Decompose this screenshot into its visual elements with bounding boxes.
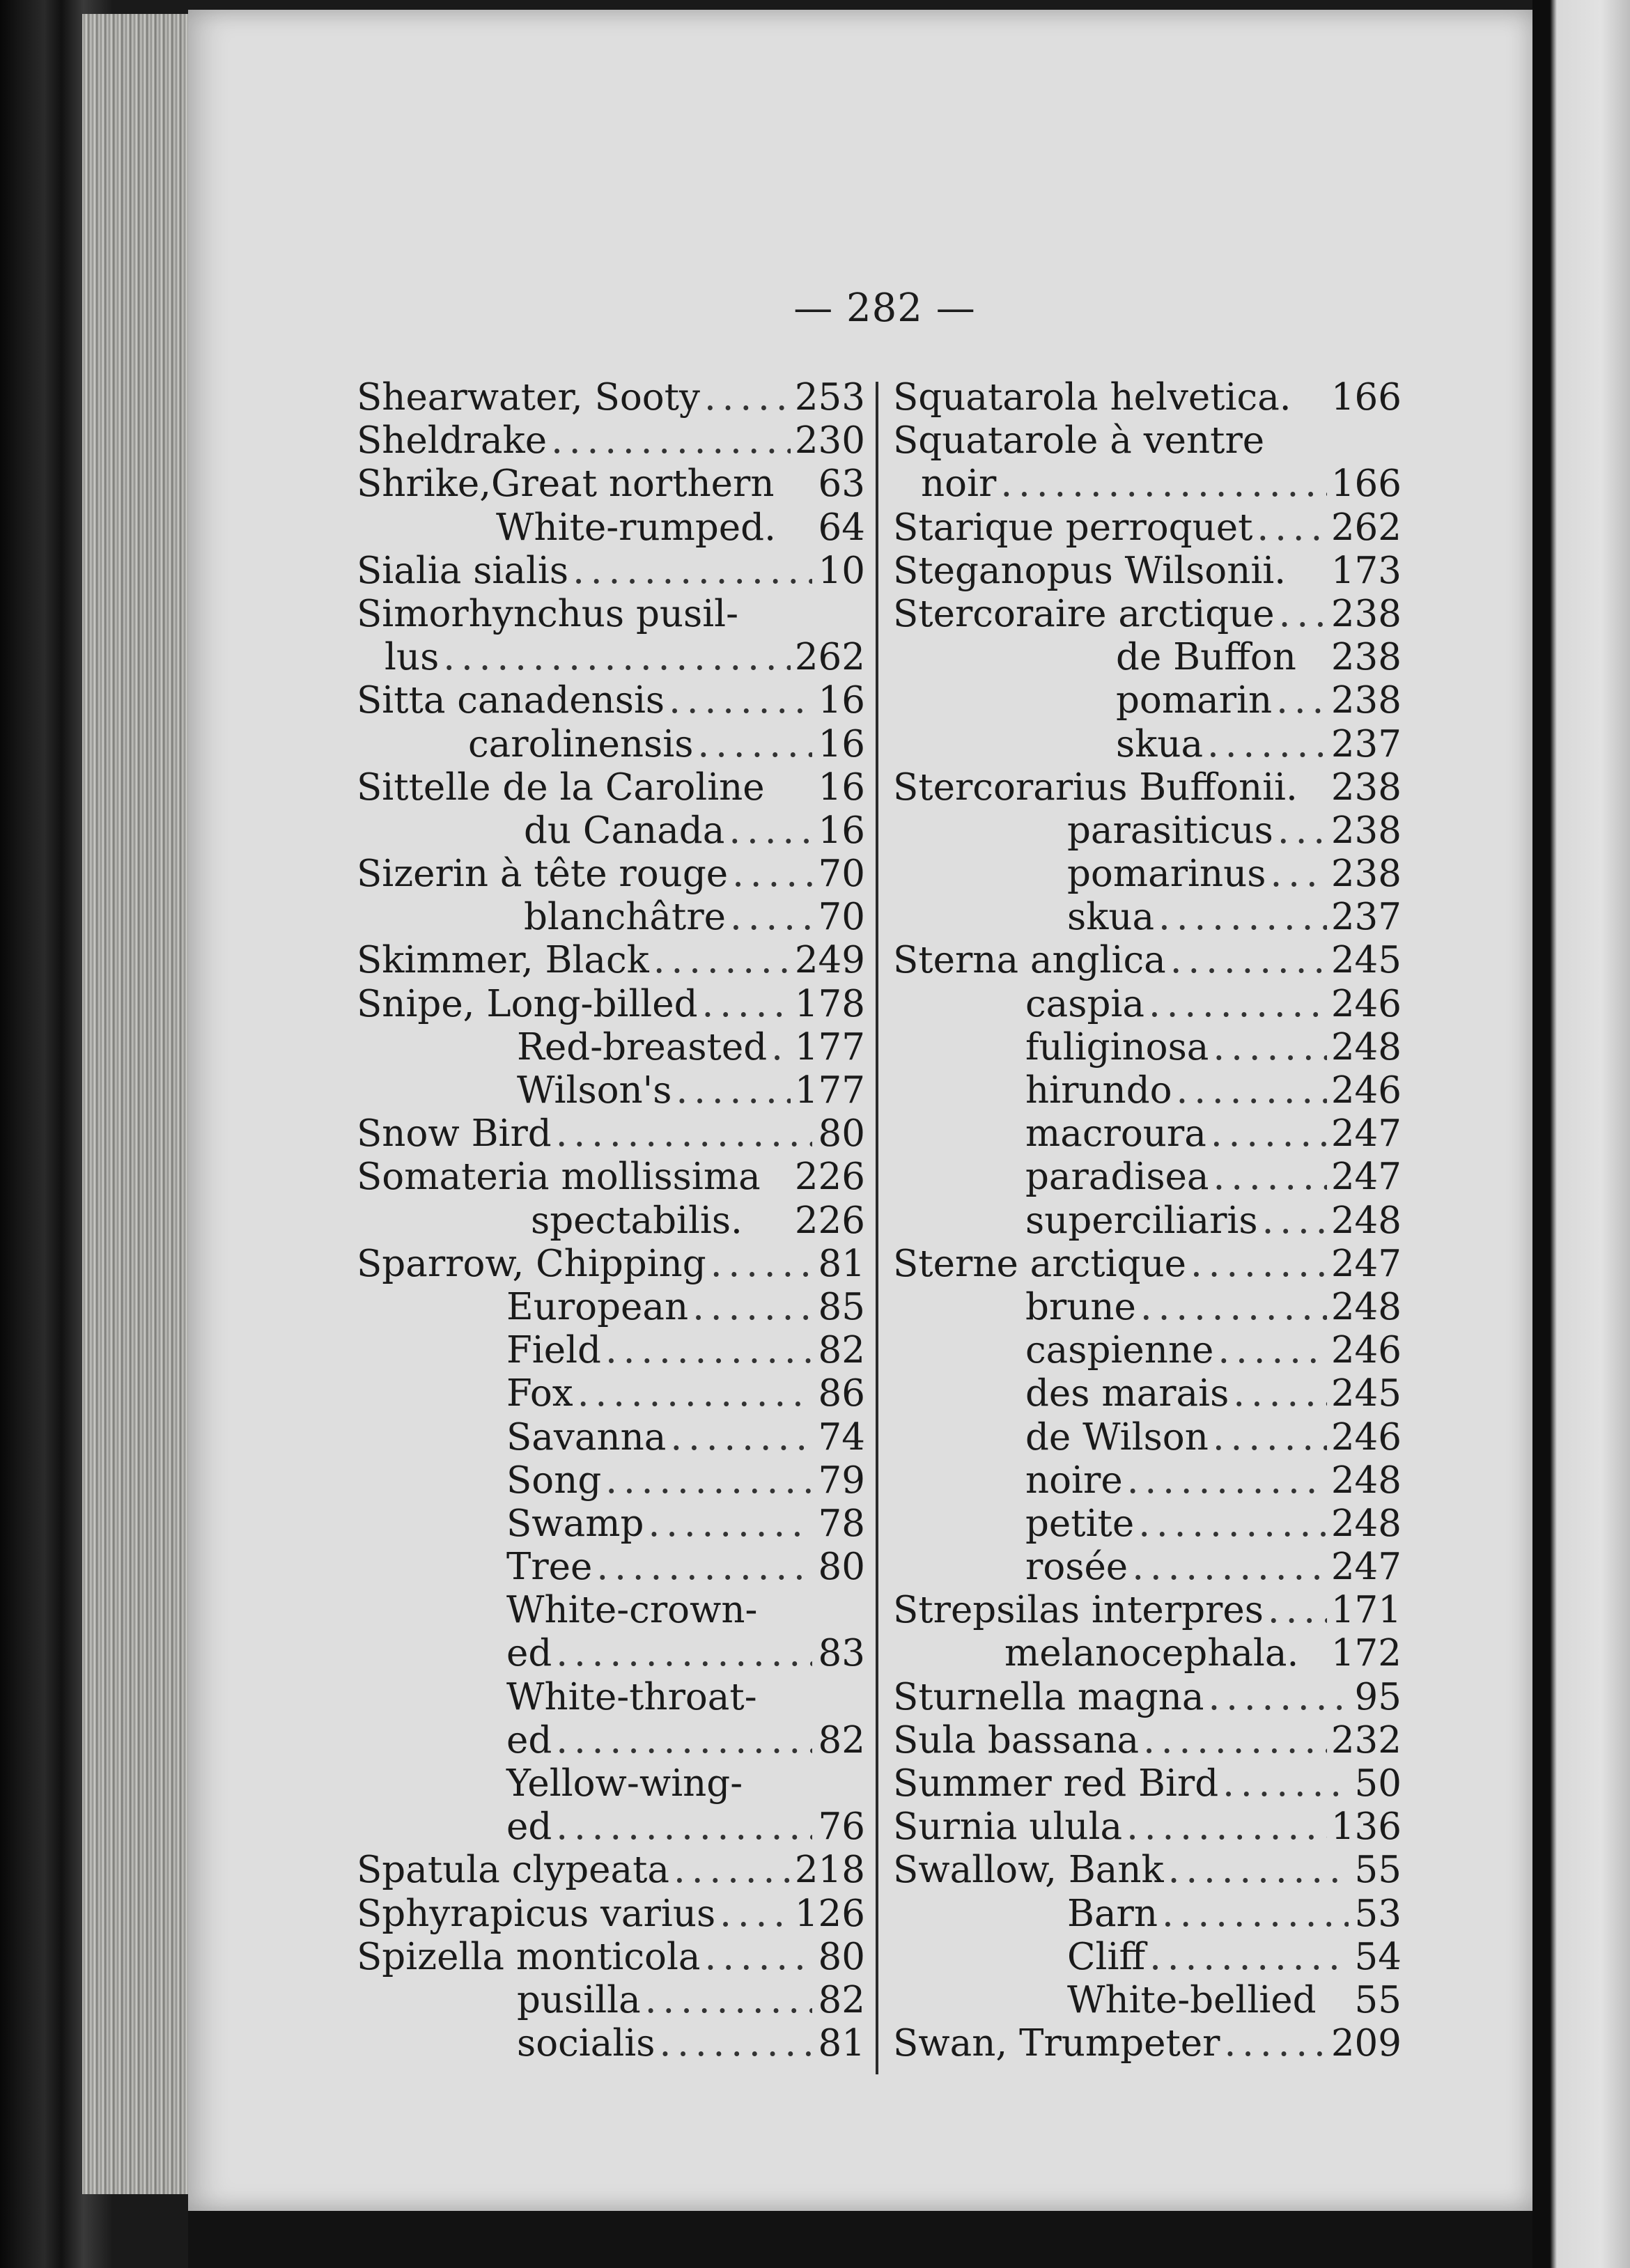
dot-leader [1207, 723, 1327, 766]
page-ref: 55 [1354, 1849, 1402, 1892]
page-ref: 262 [794, 636, 865, 679]
dot-leader [1168, 1849, 1349, 1892]
index-term: Shearwater, Sooty [357, 376, 700, 419]
index-term: carolinensis [468, 722, 694, 766]
index-entry [357, 1632, 865, 1675]
index-term: fuliginosa [1025, 1025, 1209, 1069]
index-term: petite [1025, 1502, 1135, 1545]
index-entry [357, 896, 865, 939]
page-ref: 78 [818, 1502, 865, 1545]
dot-leader [1127, 1459, 1327, 1502]
index-term: Fox [506, 1372, 573, 1415]
dot-leader [596, 1546, 812, 1589]
index-term: European [506, 1285, 689, 1328]
page-ref: 76 [818, 1805, 865, 1849]
index-entry [893, 1849, 1402, 1892]
index-term: Sparrow, Chipping [357, 1242, 706, 1285]
page-ref: 70 [818, 896, 865, 939]
page-ref: 262 [1330, 506, 1402, 549]
index-entry [893, 723, 1402, 766]
index-entry [357, 463, 865, 506]
index-entry [893, 1805, 1402, 1849]
dot-leader [1162, 1893, 1349, 1936]
index-term: caspienne [1025, 1329, 1214, 1372]
page-ref: 177 [794, 1025, 865, 1069]
index-entry [893, 593, 1402, 636]
page-ref: 247 [1330, 1546, 1402, 1589]
page-ref: 178 [794, 982, 865, 1025]
page-ref: 85 [818, 1285, 865, 1328]
index-entry [357, 1026, 865, 1069]
index-entry [893, 1199, 1402, 1243]
index-entry [357, 1546, 865, 1589]
index-term: Sittelle de la Caroline [357, 766, 765, 809]
page-ref: 50 [1354, 1762, 1402, 1805]
dot-leader [1268, 1589, 1327, 1632]
index-term: des marais [1025, 1372, 1229, 1415]
index-term: noir [921, 463, 997, 506]
index-term: Sphyrapicus varius [357, 1892, 716, 1935]
index-term: Stercoraire arctique [893, 592, 1275, 635]
index-term: Spatula clypeata [357, 1849, 670, 1892]
index-term: Sialia sialis [357, 549, 569, 592]
index-entry [357, 1936, 865, 1979]
index-term: Surnia ulula [893, 1805, 1123, 1849]
dot-leader [556, 1719, 812, 1762]
page-ref: 81 [818, 2022, 865, 2065]
index-entry [893, 1459, 1402, 1502]
dot-leader [605, 1329, 812, 1372]
index-entry [357, 419, 865, 463]
dot-leader [702, 983, 791, 1026]
index-entry [893, 550, 1402, 593]
index-entry [893, 1372, 1402, 1415]
page-ref: 230 [794, 419, 865, 463]
index-term: socialis [517, 2022, 655, 2065]
dot-leader [1000, 463, 1326, 506]
page-ref: 70 [818, 853, 865, 896]
index-term: rosée [1025, 1546, 1128, 1589]
index-term: Skimmer, Black [357, 939, 649, 982]
page-ref: 86 [818, 1372, 865, 1415]
page-ref: 16 [818, 679, 865, 722]
index-term: melanocephala. [1004, 1632, 1299, 1675]
dot-leader [605, 1459, 812, 1502]
page-ref: 238 [1330, 636, 1402, 679]
index-entry [893, 1979, 1402, 2022]
index-term: pomarin [1116, 679, 1273, 722]
index-term: skua [1116, 722, 1204, 766]
page-ref: 238 [1330, 679, 1402, 722]
index-term: White-rumped. [496, 506, 776, 549]
dot-leader [443, 636, 791, 679]
page-ref: 247 [1330, 1242, 1402, 1285]
column-divider [876, 382, 878, 2074]
index-entry [357, 939, 865, 982]
index-entry [357, 1416, 865, 1459]
index-entry [357, 1459, 865, 1502]
index-term: Sitta canadensis [357, 679, 665, 722]
page-ref: 248 [1330, 1025, 1402, 1069]
dot-leader [551, 419, 791, 463]
index-term: Spizella monticola [357, 1935, 701, 1978]
index-entry [893, 1589, 1402, 1632]
dot-leader [1276, 679, 1327, 722]
page-ref: 16 [818, 722, 865, 766]
dot-leader [669, 679, 812, 722]
page-ref: 248 [1330, 1502, 1402, 1545]
index-entry [893, 1156, 1402, 1199]
dot-leader [1233, 1372, 1327, 1415]
index-entry [893, 636, 1402, 679]
dot-leader [1208, 1676, 1349, 1719]
index-term: Summer red Bird [893, 1762, 1219, 1805]
page-ref: 16 [818, 809, 865, 852]
index-term: noire [1025, 1459, 1123, 1502]
index-entry [893, 679, 1402, 722]
page-ref: 246 [1330, 982, 1402, 1025]
dot-leader [1224, 2022, 1326, 2065]
index-term: Squatarola helvetica. [893, 376, 1291, 419]
page-ref: 74 [818, 1415, 865, 1459]
index-entry [357, 2022, 865, 2065]
page-ref: 218 [794, 1849, 865, 1892]
index-entry [357, 1156, 865, 1199]
index-term: Sterna anglica [893, 939, 1166, 982]
page-ref: 248 [1330, 1285, 1402, 1328]
index-entry [357, 1286, 865, 1329]
index-term: White-throat- [506, 1675, 757, 1718]
dot-leader [729, 809, 812, 853]
index-entry [357, 593, 865, 636]
page-ref: 238 [1330, 853, 1402, 896]
page-number: — 282 — [793, 286, 976, 331]
index-entry [893, 853, 1402, 896]
page-ref: 166 [1330, 376, 1402, 419]
index-entry [357, 723, 865, 766]
page-ref: 209 [1330, 2022, 1402, 2065]
index-term: Barn [1067, 1892, 1158, 1935]
index-entry [357, 1112, 865, 1156]
index-entry [357, 1589, 865, 1632]
dot-leader [674, 1849, 791, 1892]
index-term: White-crown- [506, 1589, 758, 1632]
index-term: Field [506, 1329, 601, 1372]
scan-border-bottom [188, 2211, 1532, 2268]
index-entry [893, 1676, 1402, 1719]
index-entry [357, 1979, 865, 2022]
page-ref: 248 [1330, 1199, 1402, 1242]
dot-leader [1158, 896, 1327, 939]
index-term: Stercorarius Buffonii. [893, 766, 1298, 809]
page-ref: 80 [818, 1546, 865, 1589]
page-ref: 226 [794, 1156, 865, 1199]
index-term: skua [1067, 896, 1155, 939]
index-entry [893, 1936, 1402, 1979]
index-term: pusilla [517, 1978, 641, 2021]
index-entry [357, 983, 865, 1026]
page-ref: 245 [1330, 939, 1402, 982]
dot-leader [1126, 1805, 1327, 1849]
dot-leader [556, 1632, 812, 1675]
page-ref: 166 [1330, 463, 1402, 506]
index-entry [893, 896, 1402, 939]
page-ref: 247 [1330, 1112, 1402, 1156]
book-page-edges [82, 14, 201, 2194]
index-entry [357, 1719, 865, 1762]
index-term: paradisea [1025, 1156, 1209, 1199]
dot-leader [1190, 1243, 1327, 1286]
page-ref: 80 [818, 1935, 865, 1978]
page-ref: 246 [1330, 1415, 1402, 1459]
index-entry [357, 809, 865, 853]
dot-leader [556, 1805, 812, 1849]
dot-leader [697, 723, 812, 766]
page-ref: 54 [1354, 1935, 1402, 1978]
index-term: Tree [506, 1546, 593, 1589]
index-entry [357, 1502, 865, 1546]
page-ref: 237 [1330, 722, 1402, 766]
facing-page-edge [1532, 0, 1630, 2268]
dot-leader [704, 376, 791, 419]
index-term: hirundo [1025, 1069, 1172, 1112]
index-term: Savanna [506, 1415, 667, 1459]
index-term: caspia [1025, 982, 1144, 1025]
page-ref: 249 [794, 939, 865, 982]
dot-leader [771, 1026, 791, 1069]
dot-leader [645, 1979, 812, 2022]
index-term: Strepsilas interpres [893, 1589, 1264, 1632]
page-ref: 172 [1330, 1632, 1402, 1675]
index-entry [357, 1762, 865, 1805]
dot-leader [1170, 939, 1327, 982]
page-ref: 55 [1354, 1978, 1402, 2021]
dot-leader [705, 1936, 812, 1979]
page-ref: 248 [1330, 1459, 1402, 1502]
index-entry [893, 1546, 1402, 1589]
dot-leader [1279, 593, 1327, 636]
index-term: spectabilis. [531, 1199, 743, 1242]
dot-leader [1222, 1762, 1349, 1805]
index-term: Swallow, Bank [893, 1849, 1164, 1892]
index-term: Simorhynchus pusil- [357, 592, 739, 635]
index-entry [893, 1069, 1402, 1112]
index-term: Somateria mollissima [357, 1156, 761, 1199]
dot-leader [659, 2022, 812, 2065]
index-term: Snow Bird [357, 1112, 552, 1156]
index-entry [893, 2022, 1402, 2065]
index-term: Sula bassana [893, 1718, 1140, 1762]
dot-leader [1278, 809, 1327, 853]
index-term: ed [506, 1805, 552, 1849]
index-entry [893, 419, 1402, 463]
index-entry [893, 1329, 1402, 1372]
index-entry [357, 1893, 865, 1936]
dot-leader [1262, 1199, 1327, 1243]
index-term: blanchâtre [524, 896, 727, 939]
index-column-right [893, 376, 1402, 2065]
index-entry [893, 1502, 1402, 1546]
index-term: Sterne arctique [893, 1242, 1186, 1285]
page-ref: 16 [818, 766, 865, 809]
index-entry [893, 1416, 1402, 1459]
page-ref: 247 [1330, 1156, 1402, 1199]
index-entry [357, 1805, 865, 1849]
index-term: de Wilson [1025, 1415, 1209, 1459]
index-entry [893, 1286, 1402, 1329]
page-ref: 238 [1330, 592, 1402, 635]
index-term: Song [506, 1459, 602, 1502]
dot-leader [670, 1416, 812, 1459]
index-entry [893, 766, 1402, 809]
index-entry [357, 550, 865, 593]
dot-leader [711, 1243, 812, 1286]
dot-leader [732, 853, 812, 896]
index-entry [893, 1112, 1402, 1156]
index-entry [357, 1676, 865, 1719]
index-entry [893, 1632, 1402, 1675]
page-ref: 226 [794, 1199, 865, 1242]
index-entry [357, 1199, 865, 1243]
dot-leader [1270, 853, 1326, 896]
index-term: ed [506, 1718, 552, 1762]
index-entry [357, 1372, 865, 1415]
page-ref: 238 [1330, 766, 1402, 809]
dot-leader [1143, 1719, 1327, 1762]
index-term: macroura [1025, 1112, 1206, 1156]
index-term: superciliaris [1025, 1199, 1258, 1242]
index-term: Sizerin à tête rouge [357, 853, 729, 896]
dot-leader [1138, 1502, 1327, 1546]
index-term: White-bellied [1067, 1978, 1317, 2021]
index-term: Cliff [1067, 1935, 1146, 1978]
page-ref: 173 [1330, 549, 1402, 592]
index-column-left [357, 376, 865, 2065]
index-term: Starique perroquet [893, 506, 1253, 549]
page-ref: 237 [1330, 896, 1402, 939]
page-ref: 95 [1354, 1675, 1402, 1718]
page-ref: 245 [1330, 1372, 1402, 1415]
index-term: Steganopus Wilsonii. [893, 549, 1287, 592]
page-ref: 79 [818, 1459, 865, 1502]
index-entry [893, 463, 1402, 506]
dot-leader [653, 939, 791, 982]
dot-leader [1213, 1416, 1327, 1459]
page-ref: 177 [794, 1069, 865, 1112]
index-entry [357, 1329, 865, 1372]
index-term: Sheldrake [357, 419, 548, 463]
dot-leader [1213, 1156, 1327, 1199]
dot-leader [1140, 1286, 1327, 1329]
index-term: de Buffon [1116, 636, 1296, 679]
index-entry [357, 766, 865, 809]
index-term: Swan, Trumpeter [893, 2022, 1220, 2065]
page-ref: 63 [818, 463, 865, 506]
dot-leader [720, 1893, 791, 1936]
dot-leader [692, 1286, 812, 1329]
index-entry [893, 983, 1402, 1026]
index-term: Yellow-wing- [506, 1762, 743, 1805]
page-ref: 82 [818, 1718, 865, 1762]
index-entry [893, 1719, 1402, 1762]
page-ref: 53 [1354, 1892, 1402, 1935]
dot-leader [1149, 1936, 1349, 1979]
page-ref: 64 [818, 506, 865, 549]
index-entry [357, 376, 865, 419]
index-entry [357, 1069, 865, 1112]
index-term: parasiticus [1067, 809, 1273, 852]
page-ref: 232 [1330, 1718, 1402, 1762]
page-ref: 81 [818, 1242, 865, 1285]
dot-leader [1213, 1026, 1326, 1069]
index-term: lus [385, 636, 440, 679]
page-ref: 126 [794, 1892, 865, 1935]
index-entry [893, 1026, 1402, 1069]
dot-leader [1257, 506, 1326, 550]
index-term: pomarinus [1067, 853, 1266, 896]
dot-leader [1218, 1329, 1326, 1372]
page-ref: 82 [818, 1329, 865, 1372]
index-term: Swamp [506, 1502, 644, 1545]
index-entry [893, 1893, 1402, 1936]
index-term: Shrike,Great northern [357, 463, 775, 506]
page-ref: 246 [1330, 1329, 1402, 1372]
index-entry [893, 1762, 1402, 1805]
page-ref: 83 [818, 1632, 865, 1675]
index-entry [893, 376, 1402, 419]
page-ref: 82 [818, 1978, 865, 2021]
index-term: Snipe, Long-billed [357, 982, 698, 1025]
page-ref: 80 [818, 1112, 865, 1156]
index-term: Wilson's [517, 1069, 672, 1112]
index-entry [893, 809, 1402, 853]
index-term: ed [506, 1632, 552, 1675]
page-ref: 238 [1330, 809, 1402, 852]
index-term: Sturnella magna [893, 1675, 1204, 1718]
index-term: Squatarole à ventre [893, 419, 1265, 463]
index-term: Red-breasted [517, 1025, 768, 1069]
dot-leader [1211, 1112, 1327, 1156]
index-entry [893, 506, 1402, 550]
index-entry [357, 1849, 865, 1892]
dot-leader [730, 896, 812, 939]
index-entry [357, 1243, 865, 1286]
index-entry [357, 506, 865, 550]
page-ref: 136 [1330, 1805, 1402, 1849]
index-entry [893, 939, 1402, 982]
page-ref: 253 [794, 376, 865, 419]
index-entry [893, 1243, 1402, 1286]
dot-leader [676, 1069, 790, 1112]
dot-leader [1177, 1069, 1327, 1112]
index-entry [357, 636, 865, 679]
dot-leader [648, 1502, 812, 1546]
dot-leader [1149, 983, 1327, 1026]
page-ref: 171 [1330, 1589, 1402, 1632]
index-term: brune [1025, 1285, 1136, 1328]
index-term: du Canada [524, 809, 725, 852]
dot-leader [556, 1112, 812, 1156]
page-ref: 10 [818, 549, 865, 592]
page-ref: 246 [1330, 1069, 1402, 1112]
dot-leader [1132, 1546, 1327, 1589]
index-entry [357, 853, 865, 896]
dot-leader [573, 550, 812, 593]
index-entry [357, 679, 865, 722]
dot-leader [577, 1372, 812, 1415]
